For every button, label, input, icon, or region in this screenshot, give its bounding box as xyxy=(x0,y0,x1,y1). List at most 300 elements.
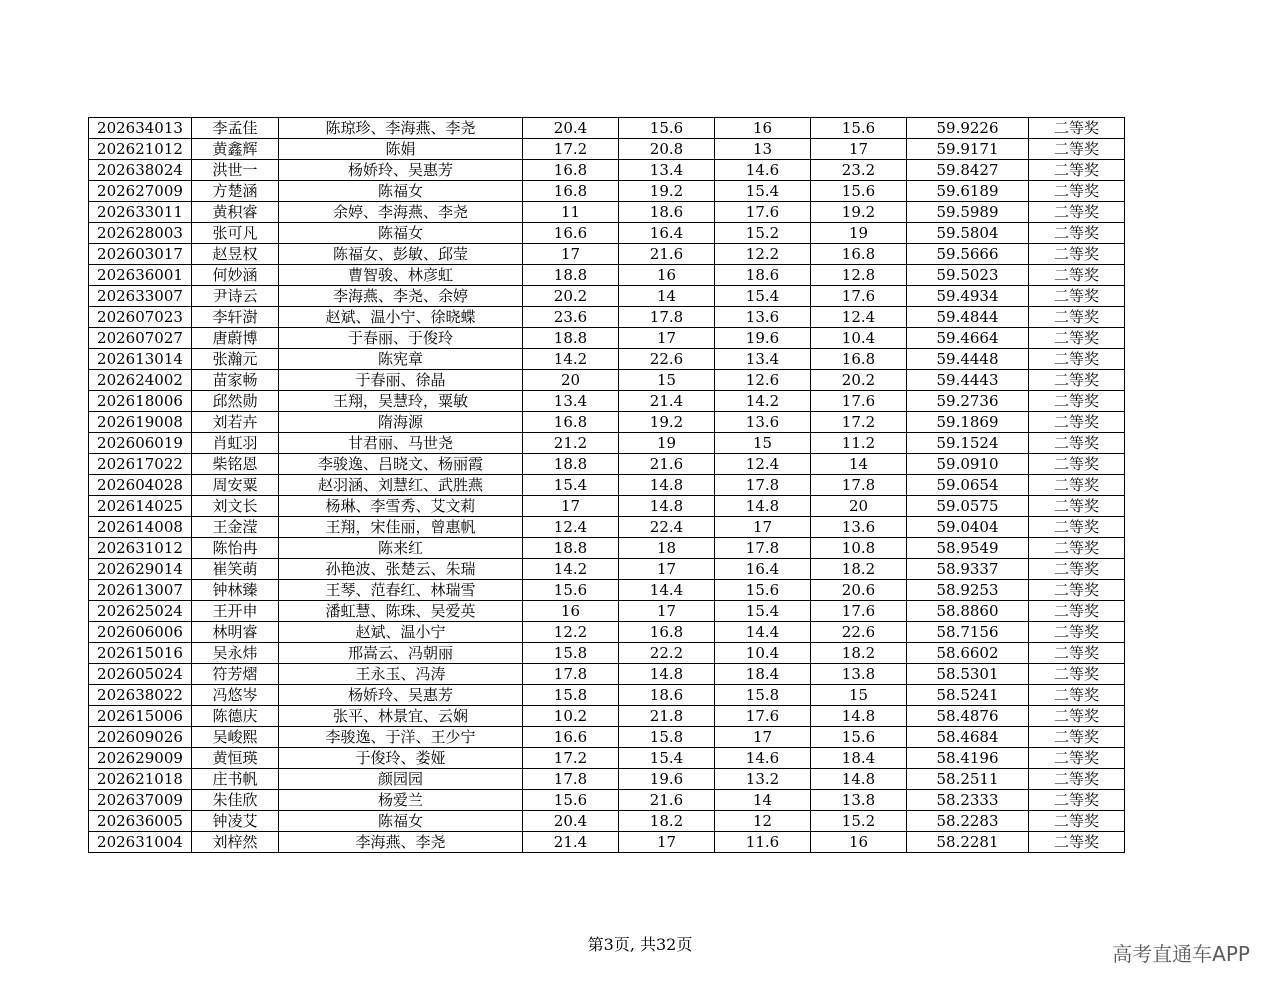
score-1-cell: 17 xyxy=(523,244,619,265)
table-row xyxy=(89,664,1125,685)
student-name-cell: 黄鑫辉 xyxy=(192,139,279,160)
table-row xyxy=(89,643,1125,664)
award-cell: 二等奖 xyxy=(1029,118,1125,139)
score-3-cell: 14.6 xyxy=(715,748,811,769)
score-4-cell: 10.4 xyxy=(811,328,907,349)
teachers-cell: 张平、林景宜、云娴 xyxy=(279,706,523,727)
score-2-cell: 16.8 xyxy=(619,622,715,643)
total-score-cell: 59.0575 xyxy=(907,496,1029,517)
score-1-cell: 17.2 xyxy=(523,748,619,769)
score-3-cell: 19.6 xyxy=(715,328,811,349)
table-row xyxy=(89,139,1125,160)
teachers-cell: 陈宪章 xyxy=(279,349,523,370)
award-cell: 二等奖 xyxy=(1029,580,1125,601)
table-row xyxy=(89,370,1125,391)
score-2-cell: 19.6 xyxy=(619,769,715,790)
award-cell: 二等奖 xyxy=(1029,328,1125,349)
award-cell: 二等奖 xyxy=(1029,685,1125,706)
score-2-cell: 18.2 xyxy=(619,811,715,832)
teachers-cell: 王永玉、冯涛 xyxy=(279,664,523,685)
score-4-cell: 15.2 xyxy=(811,811,907,832)
student-name-cell: 李孟佳 xyxy=(192,118,279,139)
student-name-cell: 柴铭恩 xyxy=(192,454,279,475)
score-2-cell: 15.6 xyxy=(619,118,715,139)
table-row xyxy=(89,769,1125,790)
score-2-cell: 14.8 xyxy=(619,496,715,517)
score-1-cell: 12.2 xyxy=(523,622,619,643)
score-4-cell: 23.2 xyxy=(811,160,907,181)
teachers-cell: 颜园园 xyxy=(279,769,523,790)
teachers-cell: 李海燕、李尧 xyxy=(279,832,523,853)
score-2-cell: 14.8 xyxy=(619,664,715,685)
score-3-cell: 10.4 xyxy=(715,643,811,664)
teachers-cell: 李骏逸、吕晓文、杨丽霞 xyxy=(279,454,523,475)
award-cell: 二等奖 xyxy=(1029,517,1125,538)
score-4-cell: 19 xyxy=(811,223,907,244)
score-1-cell: 15.6 xyxy=(523,790,619,811)
score-2-cell: 18.6 xyxy=(619,685,715,706)
table-row xyxy=(89,265,1125,286)
table-row xyxy=(89,223,1125,244)
award-cell: 二等奖 xyxy=(1029,769,1125,790)
score-4-cell: 13.8 xyxy=(811,790,907,811)
score-2-cell: 21.6 xyxy=(619,454,715,475)
total-score-cell: 59.0910 xyxy=(907,454,1029,475)
award-cell: 二等奖 xyxy=(1029,139,1125,160)
award-cell: 二等奖 xyxy=(1029,643,1125,664)
student-name-cell: 陈怡冉 xyxy=(192,538,279,559)
teachers-cell: 潘虹慧、陈珠、吴爱英 xyxy=(279,601,523,622)
student-name-cell: 刘文长 xyxy=(192,496,279,517)
score-2-cell: 18.6 xyxy=(619,202,715,223)
score-1-cell: 21.2 xyxy=(523,433,619,454)
teachers-cell: 孙艳波、张楚云、朱瑞 xyxy=(279,559,523,580)
score-4-cell: 13.6 xyxy=(811,517,907,538)
total-score-cell: 59.9226 xyxy=(907,118,1029,139)
table-row xyxy=(89,580,1125,601)
score-4-cell: 20.2 xyxy=(811,370,907,391)
teachers-cell: 王翔，宋佳丽，曾惠帆 xyxy=(279,517,523,538)
table-row xyxy=(89,538,1125,559)
score-4-cell: 11.2 xyxy=(811,433,907,454)
student-name-cell: 肖虹羽 xyxy=(192,433,279,454)
score-3-cell: 17 xyxy=(715,727,811,748)
student-id-cell: 202627009 xyxy=(89,181,192,202)
teachers-cell: 杨娇玲、吴惠芳 xyxy=(279,685,523,706)
student-id-cell: 202638022 xyxy=(89,685,192,706)
score-3-cell: 16.4 xyxy=(715,559,811,580)
teachers-cell: 杨娇玲、吴惠芳 xyxy=(279,160,523,181)
total-score-cell: 58.2333 xyxy=(907,790,1029,811)
table-row xyxy=(89,433,1125,454)
score-1-cell: 13.4 xyxy=(523,391,619,412)
table-row xyxy=(89,412,1125,433)
teachers-cell: 杨爱兰 xyxy=(279,790,523,811)
student-id-cell: 202617022 xyxy=(89,454,192,475)
total-score-cell: 58.7156 xyxy=(907,622,1029,643)
teachers-cell: 赵羽涵、刘慧红、武胜燕 xyxy=(279,475,523,496)
table-row xyxy=(89,244,1125,265)
score-1-cell: 17 xyxy=(523,496,619,517)
student-id-cell: 202633011 xyxy=(89,202,192,223)
score-4-cell: 16.8 xyxy=(811,244,907,265)
score-1-cell: 16.8 xyxy=(523,412,619,433)
student-name-cell: 黄恒瑛 xyxy=(192,748,279,769)
score-2-cell: 17 xyxy=(619,559,715,580)
score-1-cell: 16.8 xyxy=(523,181,619,202)
student-id-cell: 202629014 xyxy=(89,559,192,580)
score-4-cell: 14.8 xyxy=(811,706,907,727)
student-name-cell: 张瀚元 xyxy=(192,349,279,370)
score-3-cell: 12 xyxy=(715,811,811,832)
student-name-cell: 王开申 xyxy=(192,601,279,622)
score-3-cell: 18.6 xyxy=(715,265,811,286)
student-name-cell: 冯悠岑 xyxy=(192,685,279,706)
table-row xyxy=(89,181,1125,202)
total-score-cell: 59.8427 xyxy=(907,160,1029,181)
score-4-cell: 18.4 xyxy=(811,748,907,769)
table-row xyxy=(89,559,1125,580)
table-row xyxy=(89,160,1125,181)
total-score-cell: 58.5301 xyxy=(907,664,1029,685)
score-3-cell: 14.6 xyxy=(715,160,811,181)
results-table-body xyxy=(89,118,1125,853)
score-4-cell: 15.6 xyxy=(811,118,907,139)
score-4-cell: 17 xyxy=(811,139,907,160)
student-id-cell: 202607023 xyxy=(89,307,192,328)
table-row xyxy=(89,391,1125,412)
teachers-cell: 陈娟 xyxy=(279,139,523,160)
student-name-cell: 黄积睿 xyxy=(192,202,279,223)
student-id-cell: 202606019 xyxy=(89,433,192,454)
student-id-cell: 202615016 xyxy=(89,643,192,664)
award-cell: 二等奖 xyxy=(1029,748,1125,769)
award-cell: 二等奖 xyxy=(1029,622,1125,643)
score-4-cell: 16 xyxy=(811,832,907,853)
student-id-cell: 202606006 xyxy=(89,622,192,643)
student-name-cell: 符芳熠 xyxy=(192,664,279,685)
score-1-cell: 12.4 xyxy=(523,517,619,538)
total-score-cell: 58.4196 xyxy=(907,748,1029,769)
student-name-cell: 洪世一 xyxy=(192,160,279,181)
score-3-cell: 14.2 xyxy=(715,391,811,412)
student-id-cell: 202607027 xyxy=(89,328,192,349)
student-name-cell: 张可凡 xyxy=(192,223,279,244)
score-3-cell: 15.4 xyxy=(715,601,811,622)
score-1-cell: 17.2 xyxy=(523,139,619,160)
score-3-cell: 14.4 xyxy=(715,622,811,643)
total-score-cell: 58.4876 xyxy=(907,706,1029,727)
total-score-cell: 58.4684 xyxy=(907,727,1029,748)
award-cell: 二等奖 xyxy=(1029,202,1125,223)
score-3-cell: 13.6 xyxy=(715,412,811,433)
table-row xyxy=(89,748,1125,769)
total-score-cell: 58.2511 xyxy=(907,769,1029,790)
student-name-cell: 钟凌艾 xyxy=(192,811,279,832)
student-id-cell: 202613007 xyxy=(89,580,192,601)
table-row xyxy=(89,349,1125,370)
total-score-cell: 59.5666 xyxy=(907,244,1029,265)
total-score-cell: 58.9549 xyxy=(907,538,1029,559)
score-3-cell: 11.6 xyxy=(715,832,811,853)
teachers-cell: 甘君丽、马世尧 xyxy=(279,433,523,454)
score-3-cell: 15.6 xyxy=(715,580,811,601)
table-row xyxy=(89,328,1125,349)
score-4-cell: 10.8 xyxy=(811,538,907,559)
score-1-cell: 10.2 xyxy=(523,706,619,727)
award-cell: 二等奖 xyxy=(1029,412,1125,433)
score-1-cell: 16 xyxy=(523,601,619,622)
total-score-cell: 59.4844 xyxy=(907,307,1029,328)
score-3-cell: 17.6 xyxy=(715,706,811,727)
student-name-cell: 林明睿 xyxy=(192,622,279,643)
student-id-cell: 202619008 xyxy=(89,412,192,433)
score-2-cell: 21.6 xyxy=(619,244,715,265)
score-4-cell: 15.6 xyxy=(811,727,907,748)
total-score-cell: 59.1524 xyxy=(907,433,1029,454)
teachers-cell: 赵斌、温小宁 xyxy=(279,622,523,643)
award-cell: 二等奖 xyxy=(1029,286,1125,307)
score-2-cell: 16 xyxy=(619,265,715,286)
score-2-cell: 18 xyxy=(619,538,715,559)
total-score-cell: 59.5989 xyxy=(907,202,1029,223)
score-3-cell: 13.6 xyxy=(715,307,811,328)
student-id-cell: 202634013 xyxy=(89,118,192,139)
teachers-cell: 王琴、范春红、林瑞雪 xyxy=(279,580,523,601)
score-4-cell: 13.8 xyxy=(811,664,907,685)
score-3-cell: 17.8 xyxy=(715,538,811,559)
student-id-cell: 202628003 xyxy=(89,223,192,244)
table-row xyxy=(89,832,1125,853)
score-4-cell: 17.6 xyxy=(811,601,907,622)
score-2-cell: 17 xyxy=(619,601,715,622)
score-1-cell: 18.8 xyxy=(523,538,619,559)
teachers-cell: 于春丽、徐晶 xyxy=(279,370,523,391)
score-1-cell: 20 xyxy=(523,370,619,391)
score-2-cell: 19.2 xyxy=(619,412,715,433)
score-4-cell: 17.2 xyxy=(811,412,907,433)
teachers-cell: 陈福女、彭敏、邱莹 xyxy=(279,244,523,265)
student-name-cell: 崔笑萌 xyxy=(192,559,279,580)
table-row xyxy=(89,118,1125,139)
student-name-cell: 朱佳欣 xyxy=(192,790,279,811)
student-name-cell: 庄书帆 xyxy=(192,769,279,790)
table-row xyxy=(89,727,1125,748)
score-2-cell: 14 xyxy=(619,286,715,307)
score-2-cell: 17 xyxy=(619,328,715,349)
score-3-cell: 13 xyxy=(715,139,811,160)
total-score-cell: 59.0654 xyxy=(907,475,1029,496)
student-name-cell: 吴永炜 xyxy=(192,643,279,664)
score-4-cell: 14.8 xyxy=(811,769,907,790)
award-cell: 二等奖 xyxy=(1029,475,1125,496)
score-3-cell: 17.6 xyxy=(715,202,811,223)
total-score-cell: 59.9171 xyxy=(907,139,1029,160)
award-cell: 二等奖 xyxy=(1029,832,1125,853)
score-1-cell: 20.2 xyxy=(523,286,619,307)
student-id-cell: 202625024 xyxy=(89,601,192,622)
score-2-cell: 21.6 xyxy=(619,790,715,811)
teachers-cell: 王翔，吴慧玲，粟敏 xyxy=(279,391,523,412)
total-score-cell: 58.9337 xyxy=(907,559,1029,580)
score-2-cell: 15.8 xyxy=(619,727,715,748)
student-name-cell: 王金滢 xyxy=(192,517,279,538)
total-score-cell: 59.4443 xyxy=(907,370,1029,391)
student-name-cell: 何妙涵 xyxy=(192,265,279,286)
teachers-cell: 陈福女 xyxy=(279,223,523,244)
student-id-cell: 202638024 xyxy=(89,160,192,181)
total-score-cell: 58.8860 xyxy=(907,601,1029,622)
student-id-cell: 202618006 xyxy=(89,391,192,412)
total-score-cell: 58.9253 xyxy=(907,580,1029,601)
score-1-cell: 17.8 xyxy=(523,664,619,685)
score-1-cell: 20.4 xyxy=(523,118,619,139)
student-name-cell: 唐蔚博 xyxy=(192,328,279,349)
teachers-cell: 李骏逸、于洋、王少宁 xyxy=(279,727,523,748)
award-cell: 二等奖 xyxy=(1029,727,1125,748)
student-id-cell: 202605024 xyxy=(89,664,192,685)
score-1-cell: 21.4 xyxy=(523,832,619,853)
teachers-cell: 陈福女 xyxy=(279,181,523,202)
student-name-cell: 赵昱权 xyxy=(192,244,279,265)
score-2-cell: 21.8 xyxy=(619,706,715,727)
score-4-cell: 22.6 xyxy=(811,622,907,643)
award-cell: 二等奖 xyxy=(1029,496,1125,517)
award-cell: 二等奖 xyxy=(1029,601,1125,622)
score-3-cell: 16 xyxy=(715,118,811,139)
page-number: 第3页, 共32页 xyxy=(587,935,693,954)
score-1-cell: 16.6 xyxy=(523,223,619,244)
award-cell: 二等奖 xyxy=(1029,349,1125,370)
table-row xyxy=(89,496,1125,517)
score-3-cell: 13.4 xyxy=(715,349,811,370)
table-row xyxy=(89,454,1125,475)
total-score-cell: 59.5023 xyxy=(907,265,1029,286)
score-3-cell: 15.4 xyxy=(715,286,811,307)
student-name-cell: 李轩澍 xyxy=(192,307,279,328)
teachers-cell: 陈来红 xyxy=(279,538,523,559)
score-3-cell: 14 xyxy=(715,790,811,811)
student-id-cell: 202603017 xyxy=(89,244,192,265)
table-row xyxy=(89,517,1125,538)
score-1-cell: 17.8 xyxy=(523,769,619,790)
score-2-cell: 21.4 xyxy=(619,391,715,412)
score-2-cell: 22.4 xyxy=(619,517,715,538)
award-cell: 二等奖 xyxy=(1029,244,1125,265)
score-4-cell: 14 xyxy=(811,454,907,475)
score-3-cell: 15.4 xyxy=(715,181,811,202)
table-row xyxy=(89,811,1125,832)
award-cell: 二等奖 xyxy=(1029,223,1125,244)
teachers-cell: 曹智骏、林彦虹 xyxy=(279,265,523,286)
award-cell: 二等奖 xyxy=(1029,265,1125,286)
score-4-cell: 12.8 xyxy=(811,265,907,286)
score-4-cell: 15 xyxy=(811,685,907,706)
teachers-cell: 陈福女 xyxy=(279,811,523,832)
score-2-cell: 19 xyxy=(619,433,715,454)
student-name-cell: 刘若卉 xyxy=(192,412,279,433)
student-id-cell: 202636005 xyxy=(89,811,192,832)
student-id-cell: 202604028 xyxy=(89,475,192,496)
award-cell: 二等奖 xyxy=(1029,664,1125,685)
score-4-cell: 18.2 xyxy=(811,643,907,664)
total-score-cell: 59.4664 xyxy=(907,328,1029,349)
student-id-cell: 202621018 xyxy=(89,769,192,790)
score-1-cell: 14.2 xyxy=(523,559,619,580)
total-score-cell: 58.2281 xyxy=(907,832,1029,853)
total-score-cell: 59.4934 xyxy=(907,286,1029,307)
total-score-cell: 58.6602 xyxy=(907,643,1029,664)
award-cell: 二等奖 xyxy=(1029,160,1125,181)
student-id-cell: 202636001 xyxy=(89,265,192,286)
student-id-cell: 202629009 xyxy=(89,748,192,769)
score-2-cell: 17 xyxy=(619,832,715,853)
score-1-cell: 15.4 xyxy=(523,475,619,496)
student-name-cell: 陈德庆 xyxy=(192,706,279,727)
student-id-cell: 202609026 xyxy=(89,727,192,748)
award-cell: 二等奖 xyxy=(1029,181,1125,202)
score-4-cell: 17.6 xyxy=(811,286,907,307)
score-4-cell: 20.6 xyxy=(811,580,907,601)
score-3-cell: 14.8 xyxy=(715,496,811,517)
score-4-cell: 17.8 xyxy=(811,475,907,496)
score-4-cell: 19.2 xyxy=(811,202,907,223)
score-4-cell: 20 xyxy=(811,496,907,517)
student-id-cell: 202614025 xyxy=(89,496,192,517)
score-2-cell: 16.4 xyxy=(619,223,715,244)
award-cell: 二等奖 xyxy=(1029,433,1125,454)
score-4-cell: 16.8 xyxy=(811,349,907,370)
score-3-cell: 17 xyxy=(715,517,811,538)
teachers-cell: 邢嵩云、冯朝丽 xyxy=(279,643,523,664)
score-1-cell: 16.8 xyxy=(523,160,619,181)
score-2-cell: 15.4 xyxy=(619,748,715,769)
score-2-cell: 19.2 xyxy=(619,181,715,202)
table-row xyxy=(89,286,1125,307)
score-2-cell: 17.8 xyxy=(619,307,715,328)
student-id-cell: 202624002 xyxy=(89,370,192,391)
student-id-cell: 202615006 xyxy=(89,706,192,727)
award-cell: 二等奖 xyxy=(1029,559,1125,580)
total-score-cell: 59.1869 xyxy=(907,412,1029,433)
teachers-cell: 赵斌、温小宁、徐晓蝶 xyxy=(279,307,523,328)
table-row xyxy=(89,601,1125,622)
award-cell: 二等奖 xyxy=(1029,790,1125,811)
teachers-cell: 杨琳、李雪秀、艾文莉 xyxy=(279,496,523,517)
award-cell: 二等奖 xyxy=(1029,706,1125,727)
score-4-cell: 18.2 xyxy=(811,559,907,580)
score-3-cell: 17.8 xyxy=(715,475,811,496)
table-row xyxy=(89,307,1125,328)
student-id-cell: 202637009 xyxy=(89,790,192,811)
score-1-cell: 15.6 xyxy=(523,580,619,601)
score-1-cell: 18.8 xyxy=(523,328,619,349)
score-3-cell: 15 xyxy=(715,433,811,454)
table-row xyxy=(89,202,1125,223)
score-2-cell: 22.6 xyxy=(619,349,715,370)
teachers-cell: 余婷、李海燕、李尧 xyxy=(279,202,523,223)
total-score-cell: 59.0404 xyxy=(907,517,1029,538)
score-1-cell: 20.4 xyxy=(523,811,619,832)
score-2-cell: 14.4 xyxy=(619,580,715,601)
results-table xyxy=(88,117,1125,853)
score-3-cell: 12.4 xyxy=(715,454,811,475)
table-row xyxy=(89,706,1125,727)
student-name-cell: 邱然勋 xyxy=(192,391,279,412)
teachers-cell: 李海燕、李尧、余婷 xyxy=(279,286,523,307)
total-score-cell: 58.2283 xyxy=(907,811,1029,832)
score-1-cell: 15.8 xyxy=(523,643,619,664)
